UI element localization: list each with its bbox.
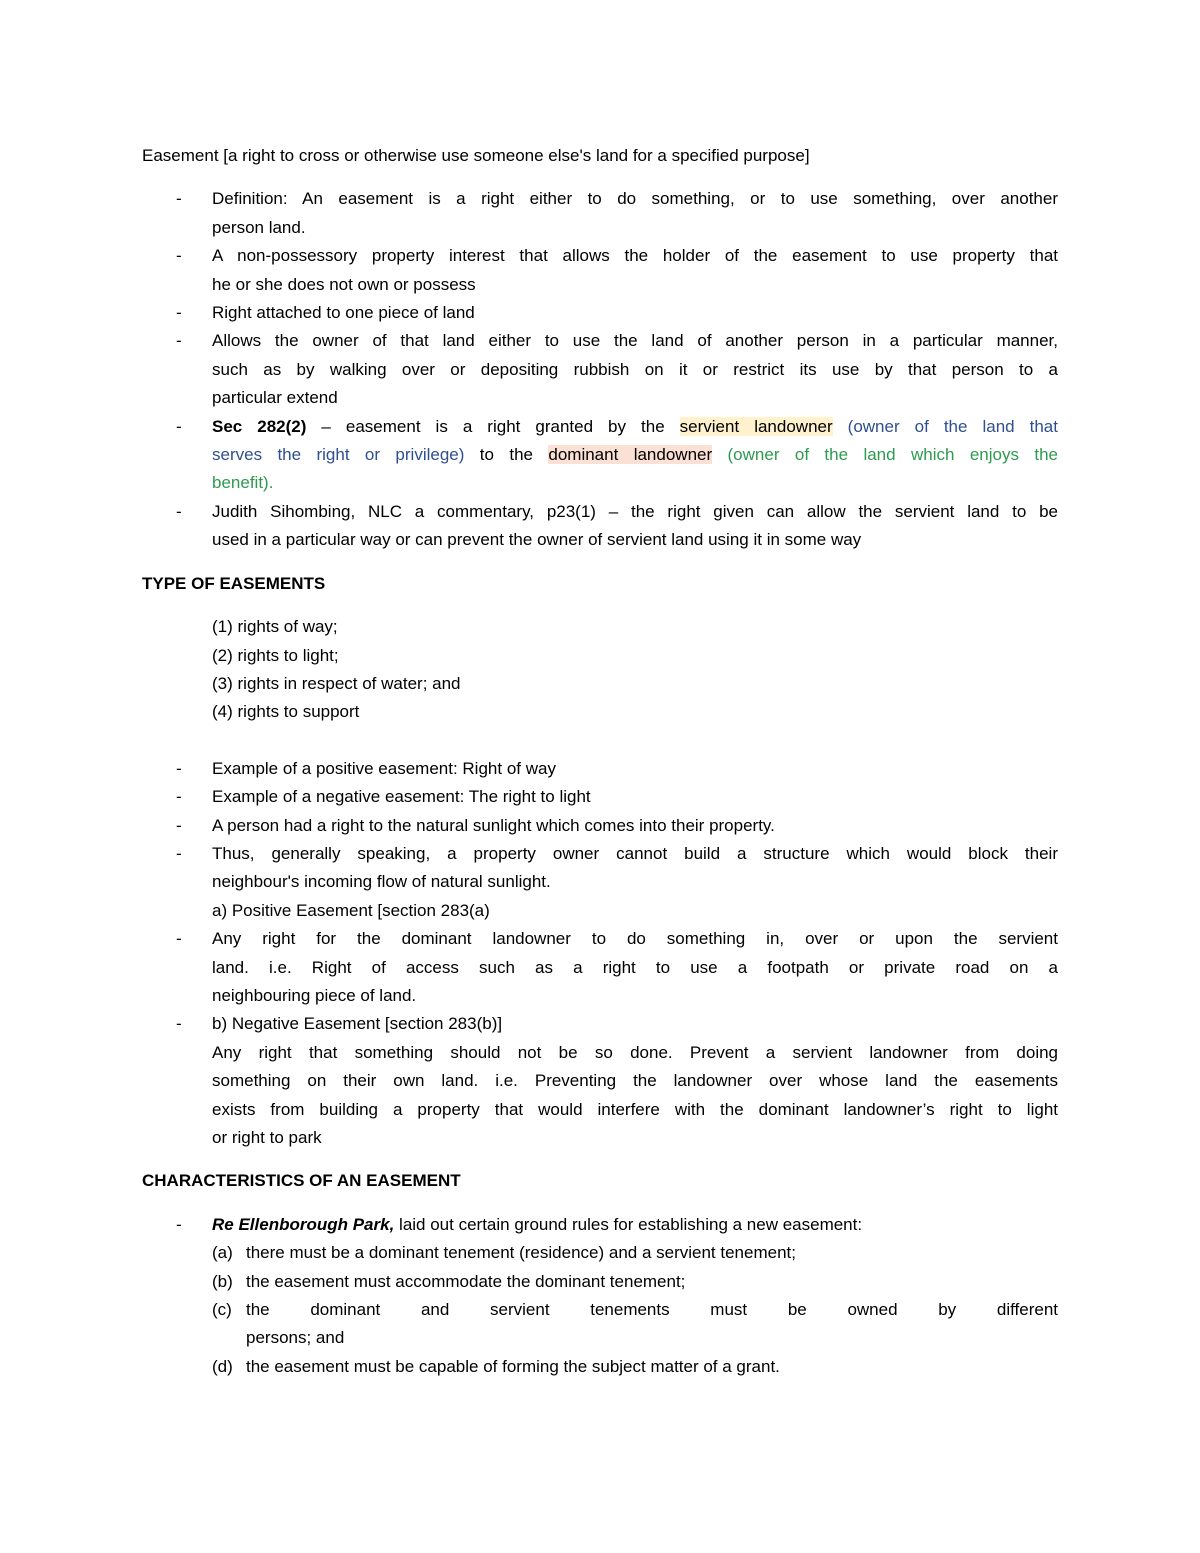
list-item-continued: or right to park: [212, 1128, 322, 1147]
list-item: - Thus, generally speaking, a property owner cannot build a structure which would block their: [176, 843, 1058, 863]
list-item-section-282: - Sec 282(2) – easement is a right granted by the servient landowner (owner of the land that: [176, 416, 1058, 436]
list-item-continued: he or she does not own or possess: [212, 274, 476, 294]
case-name: Re Ellenborough Park,: [212, 1214, 395, 1234]
section-ref: Sec 282(2): [212, 416, 307, 436]
subheading-negative-easement: b) Negative Easement [section 283(b)]: [212, 1014, 503, 1034]
subheading-positive-easement: a) Positive Easement [section 283(a): [212, 900, 490, 920]
list-item-continued: Any right that something should not be so done. Prevent a servient landowner from doing: [212, 1042, 1058, 1062]
list-item: - Example of a negative easement: The right to light: [176, 787, 591, 807]
list-item-continued: such as by walking over or depositing rubbish on it or restrict its use by that person to a: [212, 359, 1058, 379]
document-title: Easement [a right to cross or otherwise use someone else's land for a specified purpose]: [142, 146, 810, 165]
lettered-item: (a) there must be a dominant tenement (residence) and a servient tenement;: [212, 1243, 796, 1263]
lettered-item: (d) the easement must be capable of forming the subject matter of a grant.: [212, 1356, 780, 1376]
numbered-item: (1) rights of way;: [212, 617, 338, 637]
lettered-item-continued: persons; and: [246, 1328, 345, 1348]
list-item: - Re Ellenborough Park, laid out certain ground rules for establishing a new easement:: [176, 1214, 863, 1234]
list-item-continued: serves the right or privilege) to the dominant landowner (owner of the land which enjoys the: [212, 445, 1058, 465]
list-item-continued: neighbouring piece of land.: [212, 985, 417, 1005]
list-item-continued: person land.: [212, 217, 306, 237]
list-item: - Judith Sihombing, NLC a commentary, p23(1) – the right given can allow the servient land to be: [176, 501, 1058, 521]
section-heading-characteristics: CHARACTERISTICS OF AN EASEMENT: [142, 1171, 461, 1191]
list-item-continued: something on their own land. i.e. Preventing the landowner over whose land the easements: [212, 1071, 1058, 1091]
list-item-continued: used in a particular way or can prevent the owner of servient land using it in some way: [212, 530, 862, 550]
dominant-definition: (owner of the land which enjoys the: [712, 445, 1058, 465]
bullet-dash: -: [176, 189, 182, 209]
section-heading-types: TYPE OF EASEMENTS: [142, 573, 326, 593]
definition-label: Definition:: [212, 189, 288, 209]
dominant-landowner-highlight: dominant landowner: [548, 445, 713, 465]
list-item: - Definition: An easement is a right either to do something, or to use something, over another: [142, 185, 1058, 213]
numbered-item: (3) rights in respect of water; and: [212, 673, 461, 693]
list-item-continued: particular extend: [212, 388, 338, 408]
lettered-item: (b) the easement must accommodate the dominant tenement;: [212, 1271, 686, 1291]
list-item-continued: land. i.e. Right of access such as a right to use a footpath or private road on a: [212, 957, 1058, 977]
list-item-continued: exists from building a property that would interfere with the dominant landowner’s right to light: [212, 1099, 1058, 1119]
servient-definition: (owner of the land that: [847, 416, 1058, 436]
list-item: - Any right for the dominant landowner to do something in, over or upon the servient: [176, 929, 1058, 949]
list-item: - A non-possessory property interest that allows the holder of the easement to use property that: [176, 246, 1058, 266]
list-item: - Allows the owner of that land either to use the land of another person in a particular manner,: [176, 331, 1058, 351]
list-item: - b) Negative Easement [section 283(b)]: [176, 1014, 503, 1034]
list-item-continued: benefit).: [212, 473, 274, 493]
document-body: [142, 142, 1058, 1381]
list-item: - A person had a right to the natural sunlight which comes into their property.: [176, 815, 775, 835]
list-item-continued: neighbour's incoming flow of natural sunlight.: [212, 872, 551, 892]
list-item: - Right attached to one piece of land: [176, 303, 475, 323]
list-item: - Example of a positive easement: Right of way: [176, 758, 556, 778]
numbered-item: (2) rights to light;: [212, 645, 339, 665]
servient-landowner-highlight: servient landowner: [679, 416, 833, 436]
numbered-item: (4) rights to support: [212, 702, 360, 722]
lettered-item: (c) the dominant and servient tenements must be owned by different: [212, 1300, 1058, 1320]
